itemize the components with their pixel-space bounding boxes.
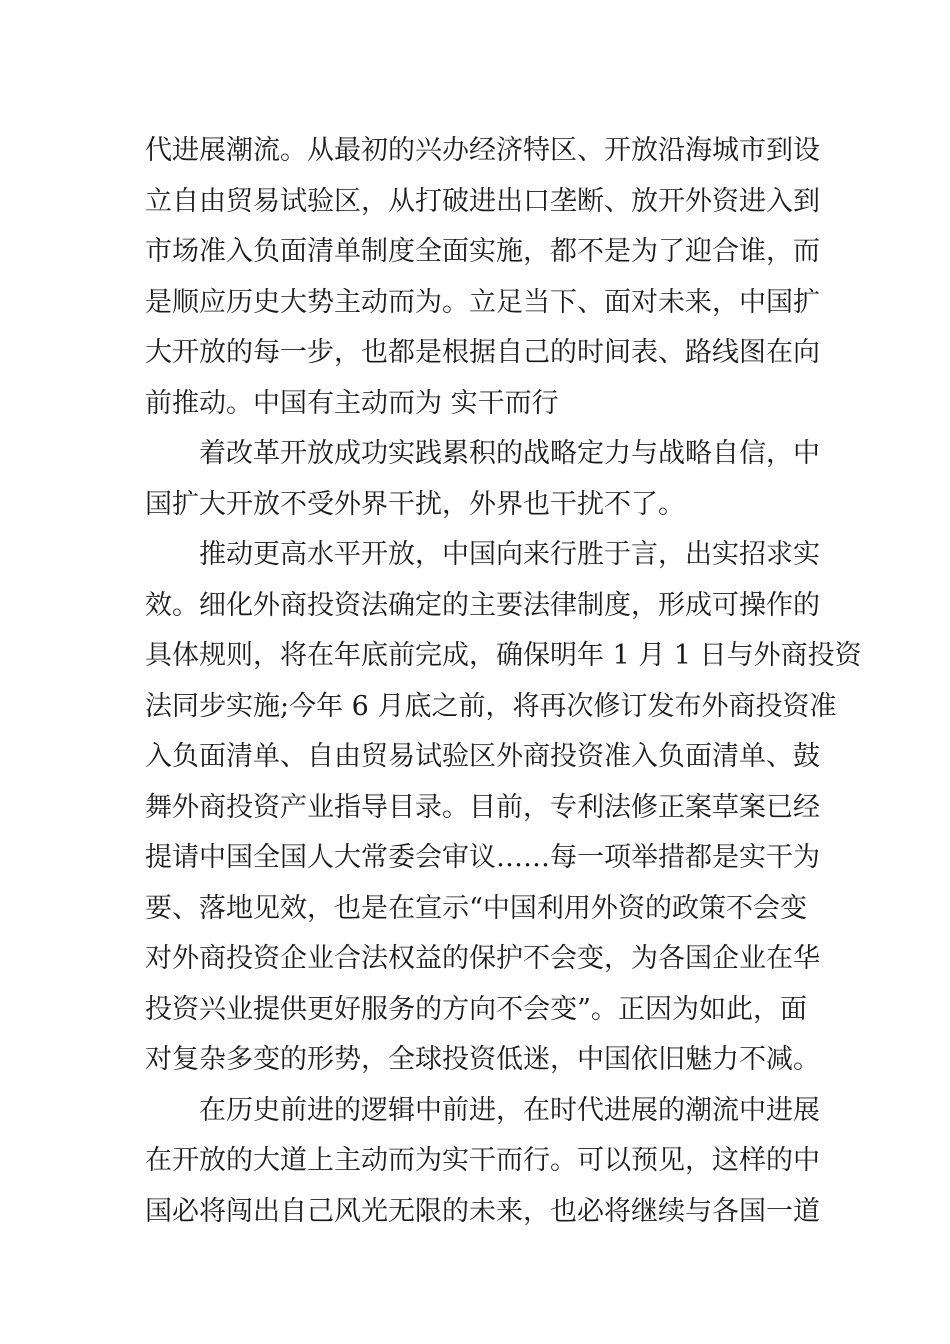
- text-line: 在开放的大道上主动而为实干而行。可以预见，这样的中: [145, 1145, 820, 1176]
- paragraph-first-line: 着改革开放成功实践累积的战略定力与战略自信，中: [199, 438, 820, 469]
- text-line: 代进展潮流。从最初的兴办经济特区、开放沿海城市到设: [145, 135, 820, 166]
- text-line: 舞外商投资产业指导目录。目前，专利法修正案草案已经: [145, 791, 820, 823]
- text-line: 具体规则，将在年底前完成，确保明年 1 月 1 日与外商投资: [145, 640, 862, 671]
- text-line: 国扩大开放不受外界干扰，外界也干扰不了。: [145, 488, 685, 520]
- text-line: 提请中国全国人大常委会审议……每一项举措都是实干为: [145, 842, 820, 873]
- text-line: 市场准入负面清单制度全面实施，都不是为了迎合谁，而: [145, 236, 820, 267]
- text-line: 效。细化外商投资法确定的主要法律制度，形成可操作的: [145, 589, 820, 621]
- text-line: 对复杂多变的形势，全球投资低迷，中国依旧魅力不减。: [145, 1044, 820, 1075]
- text-line: 大开放的每一步，也都是根据自己的时间表、路线图在向: [145, 337, 820, 368]
- paragraph-first-line: 在历史前进的逻辑中前进，在时代进展的潮流中进展: [199, 1094, 820, 1126]
- text-line: 对外商投资企业合法权益的保护不会变，为各国企业在华: [145, 943, 820, 974]
- text-line: 法同步实施;今年 6 月底之前，将再次修订发布外商投资准: [145, 690, 837, 722]
- text-line: 国必将闯出自己风光无限的未来，也必将继续与各国一道: [145, 1195, 820, 1227]
- text-line: 立自由贸易试验区，从打破进出口垄断、放开外资进入到: [145, 185, 820, 217]
- document-body-text: [145, 126, 862, 1237]
- text-line: 投资兴业提供更好服务的方向不会变”。正因为如此，面: [145, 993, 807, 1025]
- text-line: 前推动。中国有主动而为 实干而行: [145, 387, 559, 419]
- paragraph-first-line: 推动更高水平开放，中国向来行胜于言，出实招求实: [199, 539, 820, 570]
- text-line: 入负面清单、自由贸易试验区外商投资准入负面清单、鼓: [145, 741, 820, 772]
- text-line: 是顺应历史大势主动而为。立足当下、面对未来，中国扩: [145, 286, 820, 318]
- text-line: 要、落地见效，也是在宣示“中国利用外资的政策不会变: [145, 892, 807, 924]
